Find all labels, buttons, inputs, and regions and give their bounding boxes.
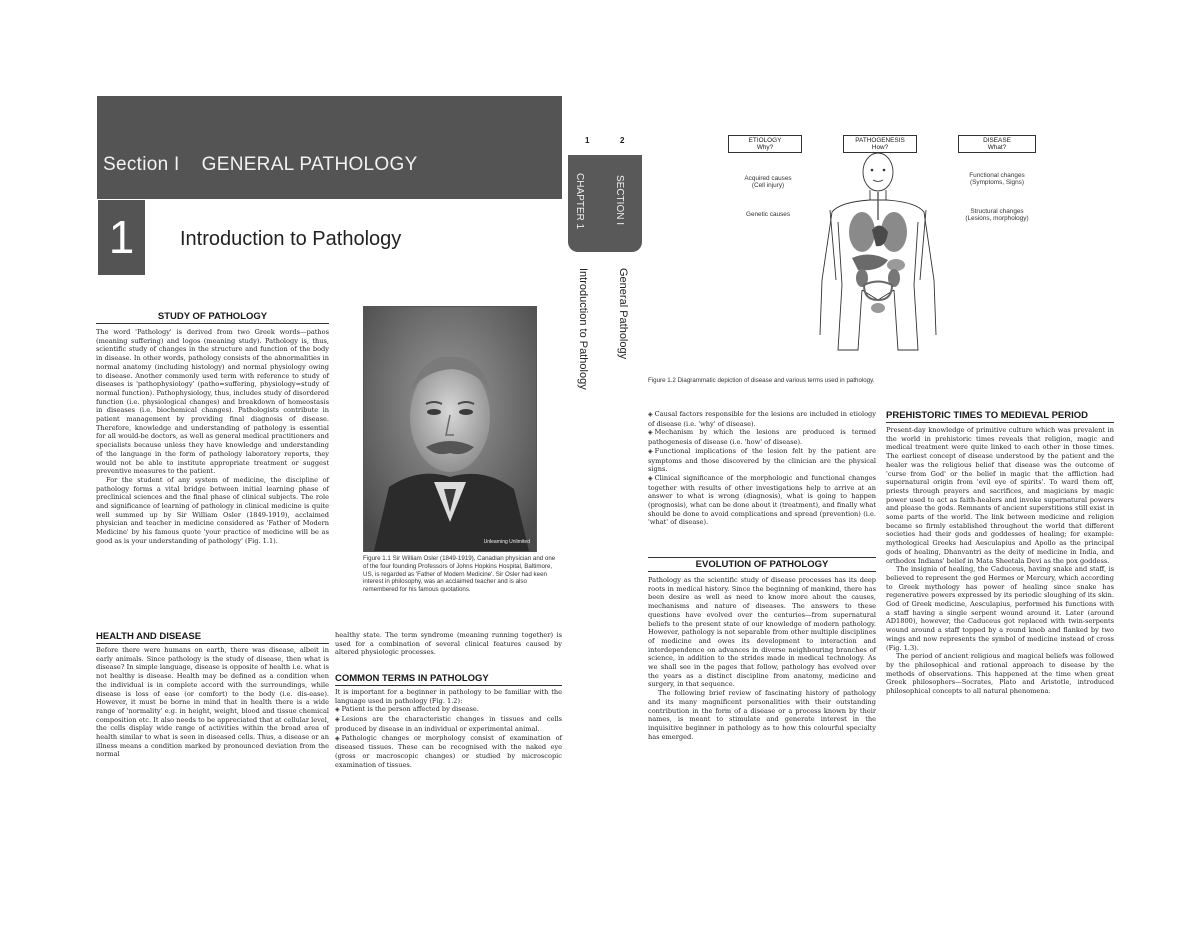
chapter-title: Introduction to Pathology [180,228,402,250]
list-item: ◈ Causal factors responsible for the lesions are included in etiology of disease (i.e. 'why' of disease). [648,410,876,428]
terms-text [335,688,562,769]
study-paragraph-1: The word 'Pathology' is derived from two Greek words—pathos (meaning suffering) and logos (meaning study). Pathology is, thus, scientific study of changes in the structure and function of the body in disease. In other words, pathology consists of the abnormalities in normal anatomy (including histology) and normal physiology owing to disease. Another commonly used term with reference to study of diseases is 'pathophysiology' (patho=suffering, physiology=study of normal function). Pathophysiology, thus, includes study of disordered function (i.e. physiological changes) and breakdown of homeostasis in diseases (i.e. biochemical changes). Pathologists contribute in patient management by providing final diagnosis of disease. Therefore, knowledge and understanding of pathology is essential for all would-be doctors, as well as general medical practitioners and specialists because unless they have knowledge and understanding of the language in the form of pathology laboratory reports, they would not be able to institute appropriate treatment or suggest preventive measures to the patient. [96,328,329,476]
evolution-paragraph-1: Pathology as the scientific study of disease processes has its deep roots in medical history. Since the beginning of mankind, there has been desire as well as need to know more about the causes, mechanisms and nature of diseases. The answers to these questions have evolved over the centuries—from supernatural beliefs to the present state of our knowledge of modern pathology. However, pathology is not separable from other multiple disciplines of medicine and owes its development to interaction and interdependence on advances in diverse neighbouring branches of science, in addition to the strides made in medical technology. As we shall see in the pages that follow, pathology has evolved over the years as a distinct discipline from anatomy, medicine and surgery, in that sequence. [648,576,876,689]
acquired-causes-label: Acquired causes (Cell injury) [744,175,792,190]
chapter-number: 1 [98,200,145,275]
structural-changes-label: Structural changes (Lesions, morphology) [965,208,1029,223]
prehistoric-text [886,426,1114,696]
prehistoric-paragraph-3: The period of ancient religious and magical beliefs was followed by the philosophical and rational approach to disease by the methods of observations. This happened at the time when great Greek philosophers—Socrates, Plato and Aristotle, introduced philosophical concepts to all natural phenomena. [886,652,1114,696]
running-section-title: General Pathology [617,268,629,360]
health-text [96,646,329,759]
terms-heading: COMMON TERMS IN PATHOLOGY [335,673,562,686]
prehistoric-paragraph-2: The insignia of healing, the Caduceus, having snake and staff, is believed to represent the god Hermes or Mercury, which according to Greek mythology has power of healing since snake has regenerative powers expressed by its periodic sloughing of its skin. God of Greek medicine, Aesculapius, performed his functions with a staff having a single serpent wound around it. Later (around AD1800), however, the Caduceus got replaced with twin-serpents wound around a staff topped by a round knob and flanked by two wings and now represents the symbol of medicine instead of cross (Fig. 1.3). [886,565,1114,652]
figure-1-2-caption: Figure 1.2 Diagrammatic depiction of disease and various terms used in pathology. [648,377,875,384]
study-heading-block [96,310,329,324]
genetic-causes-label: Genetic causes [745,211,791,218]
portrait-image [364,307,536,551]
diamond-bullet-icon: ◈ [335,706,340,714]
etiology-box: ETIOLOGY Why? [728,135,802,153]
functional-changes-label: Functional changes (Symptoms, Signs) [969,172,1025,187]
study-text [96,328,329,546]
running-chapter-title: Introduction to Pathology [577,268,589,390]
list-item: ◈ Pathologic changes or morphology consist of examination of diseased tissues. These can be recognised with the naked eye (gross or macroscopic changes) or studied by microscopic examination of tissues. [335,733,562,769]
prehistoric-paragraph-1: Present-day knowledge of primitive culture which was prevalent in the world in prehistoric times reveals that religion, magic and medical treatment were quite linked to each other in those times. The earliest concept of disease understood by the patient and the healer was the religious belief that disease was the outcome of 'curse from God' or the belief in magic that the affliction had supernatural origin from 'evil eye of spirits'. To ward them off, priests through prayers and sacrifices, and magicians by magic power used to act as faith-healers and invoke supernatural powers and please the gods. Remnants of ancient superstitions still exist in some parts of the world. The link between medicine and religion became so firmly established throughout the world that different societies had their gods and goddesses of healing; for example: mythological Greeks had Aesculapius and Apollo as the principal gods of healing, Dhanvantri as the deity of medicine in India, and orthodox Indians' belief in Mata Sheetala Devi as the pox goddess. [886,426,1114,565]
portrait-watermark: Unlearning Unlimited [483,539,530,545]
diamond-bullet-icon: ◈ [335,734,340,742]
figure-1-1-caption: Figure 1.1 Sir William Osler (1849-1919), Canadian physician and one of the four founding Professors of Johns Hopkins Hospital, Baltimore, US, is regarded as 'Father of Modern Medicine'. Sir Osler had keen interest in philosophy, was an acclaimed teacher and is also remembered for his famous quotations. [363,555,556,594]
evolution-text [648,576,876,741]
diamond-bullet-icon: ◈ [648,429,653,437]
study-heading: STUDY OF PATHOLOGY [96,311,329,324]
tab-chapter-label: CHAPTER 1 [574,173,585,230]
terms-continuation [648,410,876,527]
page-number-right: 2 [620,136,625,145]
section-title: GENERAL PATHOLOGY [201,154,418,175]
prehistoric-heading: PREHISTORIC TIMES TO MEDIEVAL PERIOD [886,410,1114,423]
evolution-heading: EVOLUTION OF PATHOLOGY [648,557,876,572]
list-item: ◈ Functional implications of the lesion felt by the patient are symptoms and those discovered by the clinician are the physical signs. [648,446,876,474]
health-heading: HEALTH AND DISEASE [96,631,329,644]
list-item: ◈ Patient is the person affected by disease. [335,705,479,714]
study-paragraph-2: For the student of any system of medicine, the discipline of pathology forms a vital bridge between initial learning phase of preclinical sciences and the final phase of clinical subjects. The role and significance of learning of pathology in clinical medicine is quite well summed up by Sir William Osler (1849-1919), acclaimed physician and teacher in medicine considered as 'Father of Modern Medicine' by his famous quote 'your practice of medicine will be as good as is your understanding of pathology' (Fig. 1.1). [96,475,329,545]
terms-list-continued [648,410,876,527]
health-paragraph-2: healthy state. The term syndrome (meaning running together) is used for a combination of several clinical features caused by altered physiologic processes. [335,631,562,657]
pathogenesis-box: PATHOGENESIS How? [843,135,917,153]
terms-intro: It is important for a beginner in pathology to be familiar with the language used in pathology (Fig. 1.2): [335,688,562,705]
human-body-diagram [800,150,955,365]
list-item: ◈ Lesions are the characteristic changes in tissues and cells produced by disease in an individual or experimental animal. [335,715,562,733]
diamond-bullet-icon: ◈ [335,716,340,724]
list-item: ◈ Mechanism by which the lesions are produced is termed pathogenesis of disease (i.e. 'how' of disease). [648,428,876,447]
chapter-section-tab [568,155,642,252]
diamond-bullet-icon: ◈ [648,411,653,418]
list-item: ◈ Clinical significance of the morphologic and functional changes together with results of other investigations help to arrive at an answer to what is wrong (diagnosis), what is going to happen (prognosis), what can be done about it (treatment), and finally what should be done to avoid complications and spread (prevention) (i.e. 'what' of disease). [648,473,876,527]
page-number-left: 1 [585,136,590,145]
section-banner [97,96,562,199]
diamond-bullet-icon: ◈ [648,447,653,455]
diamond-bullet-icon: ◈ [648,474,653,482]
section-label: Section I [103,154,180,175]
osler-portrait [363,306,537,552]
health-continuation [335,631,562,657]
health-paragraph-1: Before there were humans on earth, there was disease, albeit in early animals. Since pathology is the study of disease, then what is disease? In simple language, disease is opposite of health i.e. what is not healthy is disease. Health may be defined as a condition when the individual is in complete accord with the surroundings, while disease is loss of ease (or comfort) to the body (i.e. dis-ease). However, it must be borne in mind that in health there is a wide range of 'normality' e.g. in height, weight, blood and tissue chemical composition etc. It also needs to be appreciated that at cellular level, the cells display wide range of activities within the broad area of health similar to what is seen in diseased cells. Thus, a disease or an illness means a condition marked by pronounced deviation from the normal [96,646,329,759]
terms-list [335,705,562,769]
disease-box: DISEASE What? [958,135,1036,153]
tab-section-label: SECTION I [614,175,625,226]
evolution-paragraph-2: The following brief review of fascinating history of pathology and its many magnificent personalities with their outstanding contribution in the form of a disease or a process known by their names, is meant to stimulate and generate interest in the inquisitive beginner in pathology as to how this colourful specialty has emerged. [648,689,876,741]
